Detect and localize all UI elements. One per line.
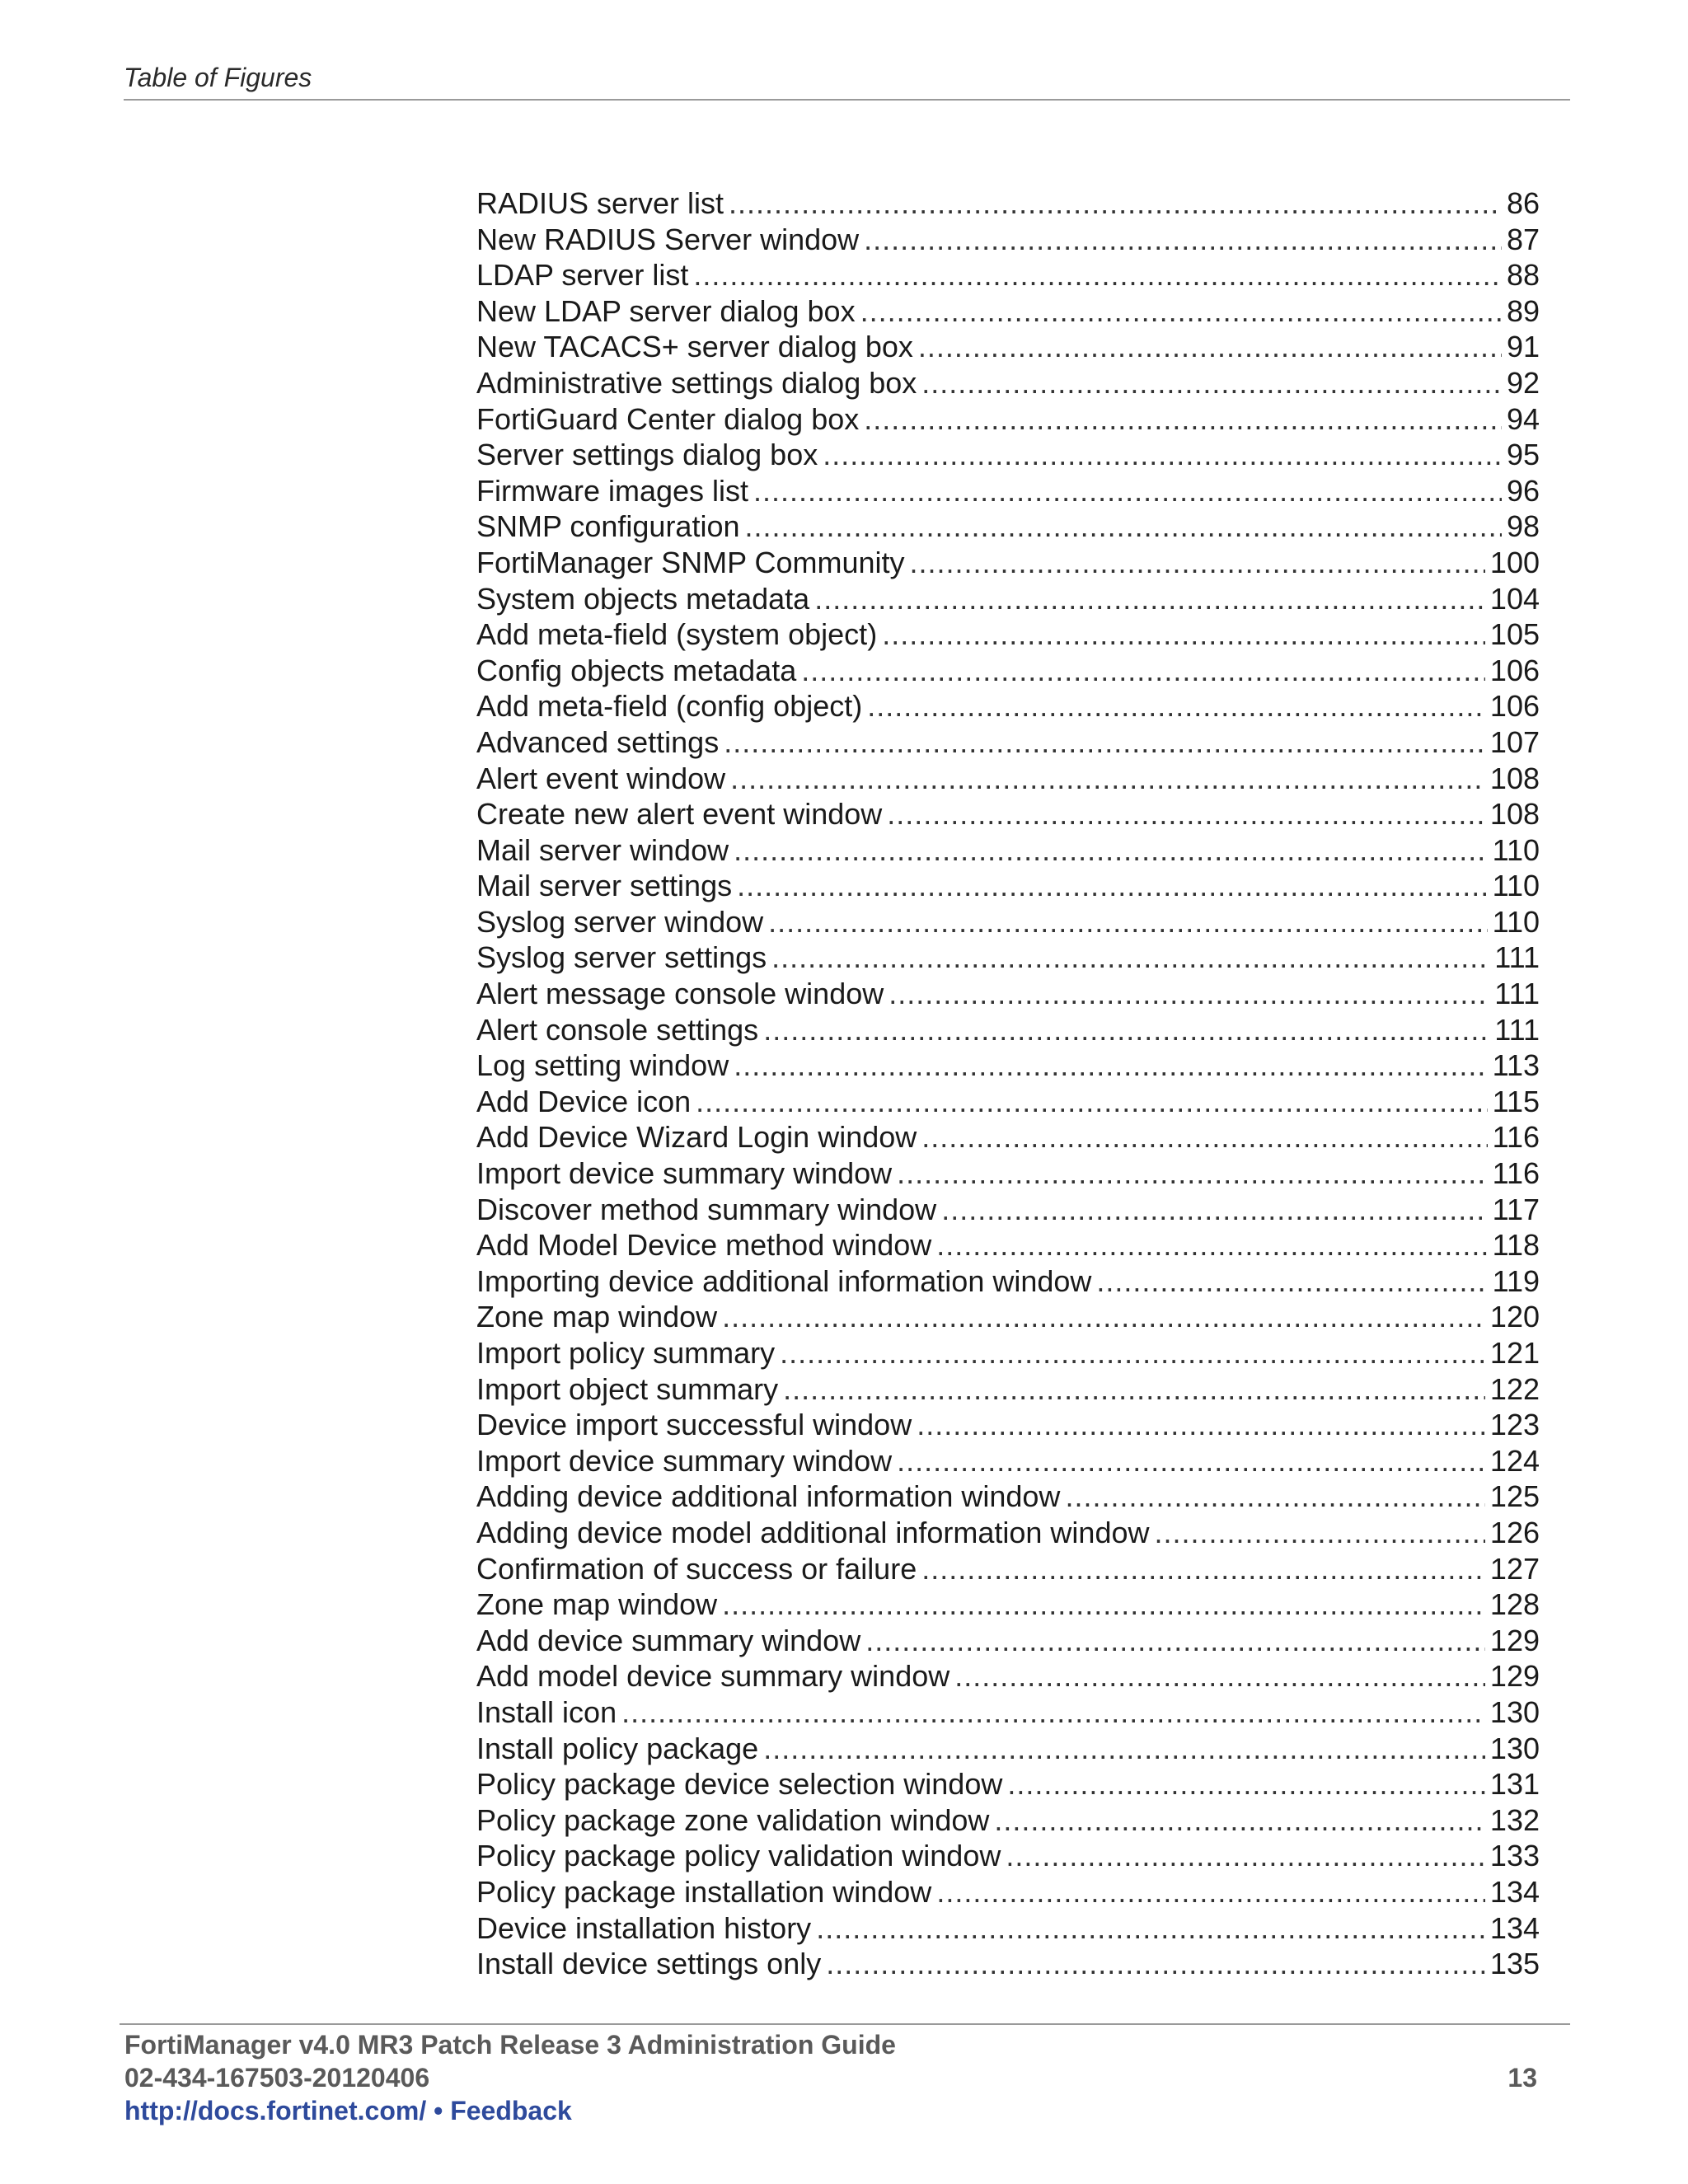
toc-entry[interactable]: [476, 796, 1540, 832]
toc-entry[interactable]: [476, 1192, 1540, 1228]
toc-dot-leader: [696, 1084, 1487, 1120]
toc-dot-leader: [722, 1586, 1485, 1623]
toc-entry-title: Install icon: [476, 1694, 617, 1729]
toc-entry-page: 121: [1489, 1336, 1540, 1370]
toc-dot-leader: [729, 185, 1502, 222]
toc-entry-page: 106: [1489, 689, 1540, 724]
toc-entry[interactable]: [476, 1335, 1540, 1371]
toc-entry-title: Policy package installation window: [476, 1874, 932, 1909]
docs-link[interactable]: http://docs.fortinet.com/: [124, 2096, 427, 2125]
toc-entry-title: Adding device model additional information window: [476, 1515, 1150, 1549]
toc-entry-title: Firmware images list: [476, 473, 749, 508]
toc-dot-leader: [941, 1192, 1487, 1228]
toc-entry-title: Install policy package: [476, 1731, 759, 1765]
footer-doc-number: 02-434-167503-20120406: [124, 2063, 430, 2093]
toc-dot-leader: [722, 1299, 1485, 1335]
toc-dot-leader: [621, 1694, 1485, 1731]
toc-dot-leader: [1007, 1766, 1485, 1802]
toc-entry-title: Add meta-field (system object): [476, 617, 878, 652]
toc-entry-title: Syslog server settings: [476, 940, 767, 975]
toc-dot-leader: [921, 365, 1502, 401]
footer-guide-title: FortiManager v4.0 MR3 Patch Release 3 Administration Guide: [124, 2030, 896, 2060]
toc-entry-title: Alert event window: [476, 761, 726, 795]
toc-entry-title: Log setting window: [476, 1048, 729, 1083]
toc-entry-page: 130: [1489, 1694, 1540, 1729]
toc-entry-page: 92: [1506, 365, 1540, 400]
toc-entry[interactable]: [476, 724, 1540, 761]
toc-entry[interactable]: [476, 1515, 1540, 1551]
toc-entry-page: 108: [1489, 797, 1540, 832]
toc-entry[interactable]: [476, 1155, 1540, 1192]
toc-entry-title: New TACACS+ server dialog box: [476, 330, 913, 364]
toc-entry[interactable]: [476, 1012, 1540, 1048]
toc-entry[interactable]: [476, 437, 1540, 473]
toc-entry-page: 87: [1506, 222, 1540, 256]
toc-entry-page: 133: [1489, 1839, 1540, 1873]
toc-entry[interactable]: [476, 1802, 1540, 1839]
page-footer: [120, 2023, 1570, 2140]
toc-entry-title: RADIUS server list: [476, 186, 724, 220]
toc-entry[interactable]: [476, 868, 1540, 904]
toc-entry-page: 120: [1489, 1300, 1540, 1334]
toc-entry-page: 126: [1489, 1515, 1540, 1549]
toc-dot-leader: [801, 653, 1485, 689]
toc-entry-title: Add model device summary window: [476, 1659, 950, 1694]
toc-entry-title: Add meta-field (config object): [476, 689, 863, 724]
toc-dot-leader: [693, 257, 1502, 293]
toc-dot-leader: [826, 1946, 1485, 1982]
toc-entry-title: Zone map window: [476, 1587, 718, 1622]
page-header: [124, 58, 1570, 101]
toc-entry-page: 113: [1492, 1048, 1540, 1083]
toc-entry[interactable]: [476, 293, 1540, 330]
toc-dot-leader: [865, 1623, 1485, 1659]
toc-entry-title: FortiGuard Center dialog box: [476, 401, 860, 436]
toc-entry-page: 104: [1489, 581, 1540, 616]
toc-dot-leader: [882, 616, 1485, 653]
toc-dot-leader: [936, 1227, 1487, 1263]
toc-entry-title: SNMP configuration: [476, 509, 740, 544]
toc-dot-leader: [897, 1443, 1485, 1479]
toc-entry-page: 122: [1489, 1371, 1540, 1406]
toc-entry[interactable]: [476, 1586, 1540, 1623]
page-number: 13: [1507, 2063, 1537, 2093]
toc-dot-leader: [814, 581, 1485, 617]
toc-entry-title: Server settings dialog box: [476, 438, 818, 472]
toc-entry-page: 91: [1506, 330, 1540, 364]
toc-entry-title: Syslog server window: [476, 904, 764, 939]
toc-entry-page: 119: [1492, 1263, 1540, 1298]
toc-entry-page: 116: [1492, 1120, 1540, 1155]
toc-entry-page: 111: [1494, 940, 1540, 975]
toc-entry-title: Confirmation of success or failure: [476, 1551, 917, 1586]
toc-entry-title: Create new alert event window: [476, 797, 883, 832]
toc-entry-title: Device import successful window: [476, 1408, 912, 1442]
table-of-figures-list: [476, 185, 1540, 1982]
toc-entry-page: 129: [1489, 1623, 1540, 1657]
toc-dot-leader: [917, 1407, 1485, 1443]
toc-entry-page: 134: [1489, 1874, 1540, 1909]
toc-entry-title: Add Device icon: [476, 1084, 692, 1118]
toc-dot-leader: [921, 1551, 1485, 1587]
toc-entry[interactable]: [476, 222, 1540, 258]
toc-entry-page: 94: [1506, 401, 1540, 436]
toc-entry-title: Adding device additional information window: [476, 1479, 1061, 1514]
toc-entry-page: 129: [1489, 1659, 1540, 1694]
toc-dot-leader: [860, 293, 1502, 330]
toc-entry-title: LDAP server list: [476, 258, 689, 293]
toc-dot-leader: [1065, 1479, 1484, 1515]
toc-entry[interactable]: [476, 1910, 1540, 1947]
toc-entry-title: Policy package device selection window: [476, 1767, 1003, 1802]
toc-entry-page: 110: [1492, 904, 1540, 939]
toc-entry-page: 123: [1489, 1408, 1540, 1442]
toc-entry-title: Import policy summary: [476, 1336, 776, 1370]
toc-entry-page: 130: [1489, 1731, 1540, 1765]
toc-entry-page: 111: [1494, 977, 1540, 1011]
toc-entry-page: 95: [1506, 438, 1540, 472]
toc-entry-page: 89: [1506, 293, 1540, 328]
toc-entry-title: Advanced settings: [476, 724, 720, 759]
toc-dot-leader: [910, 545, 1485, 581]
toc-entry[interactable]: [476, 1371, 1540, 1408]
toc-entry[interactable]: [476, 1263, 1540, 1300]
toc-entry[interactable]: [476, 1443, 1540, 1479]
toc-entry-page: 131: [1489, 1767, 1540, 1802]
toc-entry-title: Zone map window: [476, 1300, 718, 1334]
toc-dot-leader: [734, 832, 1488, 869]
toc-dot-leader: [771, 940, 1489, 976]
toc-dot-leader: [783, 1371, 1485, 1408]
toc-dot-leader: [1155, 1515, 1485, 1551]
feedback-link[interactable]: Feedback: [450, 2096, 572, 2125]
toc-dot-leader: [897, 1155, 1487, 1192]
toc-entry-title: Policy package policy validation window: [476, 1839, 1001, 1873]
toc-dot-leader: [753, 473, 1502, 509]
toc-entry[interactable]: [476, 581, 1540, 617]
toc-entry-page: 127: [1489, 1551, 1540, 1586]
toc-entry[interactable]: [476, 1047, 1540, 1084]
toc-entry[interactable]: [476, 1299, 1540, 1335]
toc-entry-page: 98: [1506, 509, 1540, 544]
toc-entry[interactable]: [476, 1227, 1540, 1263]
toc-entry-page: 128: [1489, 1587, 1540, 1622]
toc-entry-page: 111: [1494, 1012, 1540, 1047]
toc-entry-page: 107: [1489, 724, 1540, 759]
toc-dot-leader: [1006, 1838, 1485, 1874]
toc-entry[interactable]: [476, 616, 1540, 653]
toc-entry-page: 96: [1506, 473, 1540, 508]
toc-dot-leader: [867, 688, 1485, 724]
toc-dot-leader: [724, 724, 1485, 761]
toc-entry[interactable]: [476, 1084, 1540, 1120]
toc-entry-page: 117: [1492, 1192, 1540, 1226]
footer-links: [124, 2096, 572, 2126]
toc-entry[interactable]: [476, 1694, 1540, 1731]
toc-entry[interactable]: [476, 257, 1540, 293]
toc-entry-title: Add Model Device method window: [476, 1228, 932, 1263]
toc-dot-leader: [823, 437, 1502, 473]
toc-entry-title: FortiManager SNMP Community: [476, 545, 905, 579]
toc-entry-page: 88: [1506, 258, 1540, 293]
toc-entry[interactable]: [476, 509, 1540, 545]
toc-entry[interactable]: [476, 1838, 1540, 1874]
toc-dot-leader: [864, 401, 1502, 438]
toc-dot-leader: [864, 222, 1502, 258]
toc-entry[interactable]: [476, 1874, 1540, 1910]
toc-entry[interactable]: [476, 1766, 1540, 1802]
toc-entry-page: 105: [1489, 617, 1540, 652]
toc-entry[interactable]: [476, 940, 1540, 976]
toc-entry[interactable]: [476, 688, 1540, 724]
toc-entry[interactable]: [476, 653, 1540, 689]
toc-entry-page: 110: [1492, 832, 1540, 867]
toc-entry[interactable]: [476, 1623, 1540, 1659]
toc-entry-title: Install device settings only: [476, 1947, 822, 1981]
toc-dot-leader: [816, 1910, 1485, 1947]
toc-entry-page: 124: [1489, 1443, 1540, 1478]
toc-entry[interactable]: [476, 1479, 1540, 1515]
toc-entry-title: System objects metadata: [476, 581, 810, 616]
toc-entry-title: New LDAP server dialog box: [476, 293, 856, 328]
toc-entry-page: 125: [1489, 1479, 1540, 1514]
toc-entry[interactable]: [476, 365, 1540, 401]
toc-entry-title: Importing device additional information window: [476, 1263, 1092, 1298]
toc-entry[interactable]: [476, 1946, 1540, 1982]
toc-entry-page: 134: [1489, 1910, 1540, 1945]
toc-dot-leader: [1096, 1263, 1487, 1300]
toc-entry-title: Device installation history: [476, 1910, 812, 1945]
toc-dot-leader: [768, 904, 1487, 940]
toc-entry[interactable]: [476, 832, 1540, 869]
toc-entry[interactable]: [476, 1731, 1540, 1767]
toc-dot-leader: [918, 329, 1502, 365]
toc-entry-title: Alert message console window: [476, 977, 884, 1011]
toc-entry-title: Add device summary window: [476, 1623, 861, 1657]
toc-entry-page: 116: [1492, 1156, 1540, 1191]
toc-entry[interactable]: [476, 1119, 1540, 1155]
toc-entry-page: 86: [1506, 186, 1540, 220]
toc-entry-title: Config objects metadata: [476, 653, 797, 687]
toc-dot-leader: [994, 1802, 1485, 1839]
toc-entry-page: 110: [1492, 869, 1540, 903]
toc-entry[interactable]: [476, 545, 1540, 581]
toc-entry-title: Import device summary window: [476, 1443, 893, 1478]
toc-entry-page: 135: [1489, 1947, 1540, 1981]
toc-dot-leader: [887, 796, 1485, 832]
toc-entry[interactable]: [476, 976, 1540, 1012]
toc-entry[interactable]: [476, 1407, 1540, 1443]
toc-dot-leader: [936, 1874, 1485, 1910]
toc-entry[interactable]: [476, 1551, 1540, 1587]
footer-separator: •: [434, 2096, 443, 2125]
toc-entry-page: 132: [1489, 1802, 1540, 1837]
toc-dot-leader: [889, 976, 1489, 1012]
toc-entry-title: Discover method summary window: [476, 1192, 937, 1226]
toc-entry-page: 106: [1489, 653, 1540, 687]
toc-entry[interactable]: [476, 1658, 1540, 1694]
toc-entry-title: Administrative settings dialog box: [476, 365, 917, 400]
toc-entry-title: Alert console settings: [476, 1012, 759, 1047]
toc-entry-title: Import object summary: [476, 1371, 779, 1406]
toc-entry-page: 118: [1492, 1228, 1540, 1263]
toc-entry-title: Mail server settings: [476, 869, 733, 903]
toc-dot-leader: [737, 868, 1487, 904]
toc-entry-title: Policy package zone validation window: [476, 1802, 990, 1837]
toc-dot-leader: [780, 1335, 1485, 1371]
toc-dot-leader: [734, 1047, 1487, 1084]
toc-entry[interactable]: [476, 185, 1540, 222]
toc-dot-leader: [763, 1012, 1489, 1048]
toc-entry-page: 115: [1492, 1084, 1540, 1118]
toc-dot-leader: [763, 1731, 1485, 1767]
toc-dot-leader: [921, 1119, 1487, 1155]
toc-entry-title: Mail server window: [476, 832, 729, 867]
toc-entry[interactable]: [476, 329, 1540, 365]
toc-dot-leader: [954, 1658, 1485, 1694]
toc-entry-title: Import device summary window: [476, 1156, 893, 1191]
toc-entry[interactable]: [476, 904, 1540, 940]
toc-entry[interactable]: [476, 401, 1540, 438]
toc-entry-page: 108: [1489, 761, 1540, 795]
toc-entry-page: 100: [1489, 545, 1540, 579]
toc-entry-title: New RADIUS Server window: [476, 222, 860, 256]
toc-dot-leader: [745, 509, 1502, 545]
toc-entry[interactable]: [476, 761, 1540, 797]
toc-dot-leader: [730, 761, 1485, 797]
header-title: Table of Figures: [124, 63, 312, 92]
toc-entry-title: Add Device Wizard Login window: [476, 1120, 917, 1155]
toc-entry[interactable]: [476, 473, 1540, 509]
